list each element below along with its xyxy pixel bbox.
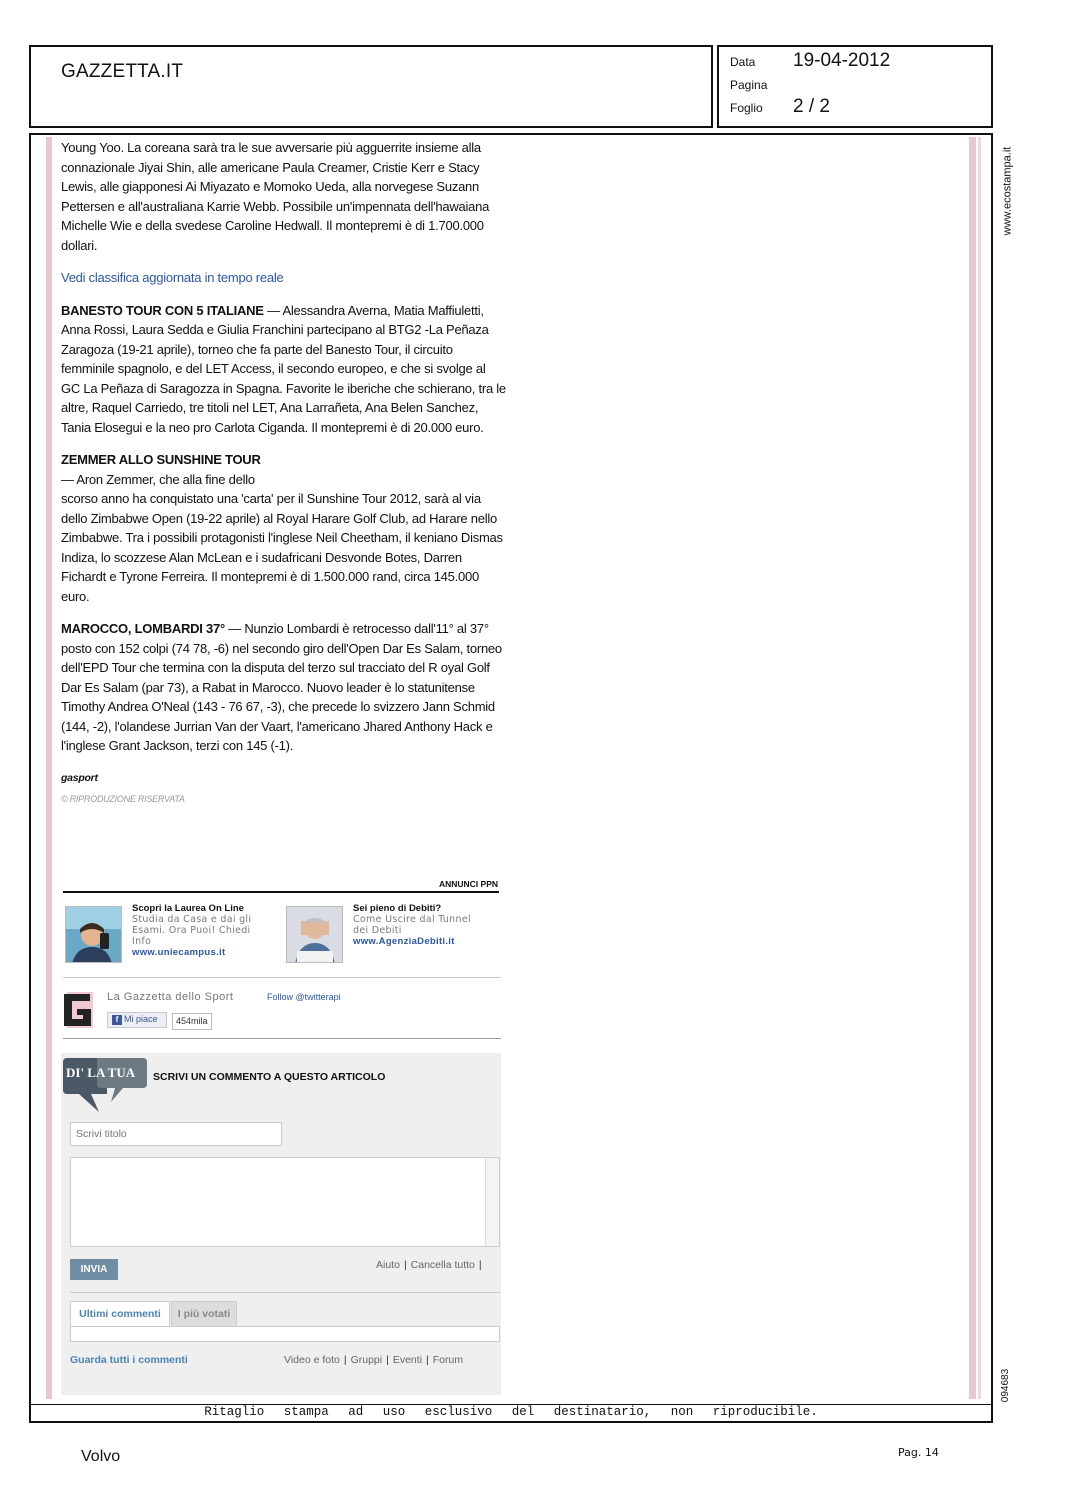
side-url-text: www.ecostampa.it: [1001, 146, 1014, 236]
data-label: Data: [730, 55, 756, 69]
tab-most-voted[interactable]: I più votati: [171, 1301, 237, 1327]
tab-recent-comments[interactable]: Ultimi commenti: [70, 1301, 170, 1327]
ad-1-body: Studia da Casa e dai gli Esami. Ora Puoi! Chiedi Info: [132, 914, 252, 947]
comment-actions: Aiuto | Cancella tutto |: [376, 1259, 482, 1271]
comment-section-title: SCRIVI UN COMMENTO A QUESTO ARTICOLO: [153, 1071, 386, 1083]
ad-1-url[interactable]: www.uniecampus.it: [132, 947, 226, 958]
section-heading: ZEMMER ALLO SUNSHINE TOUR: [61, 452, 261, 467]
section-text: — Alessandra Averna, Matia Maffiuletti, Anna Rossi, Laura Sedda e Giulia Franchini partecipano al BTG2 -La Peñaza Zaragoza (19-21 aprile), torneo che fa parte del Banesto Tour, il circuito femminile spagnolo, e del LET Access, il secondo europeo, e che si svolge al GC La Peñaza di Saragozza in Spagna. Favorite le iberiche che schierano, tra le altre, Raquel Carriedo, tre titoli nel LET, Ana Larrañeta, Ana Belen Sanchez, Tania Elosegui e la neo pro Carlota Ciganda. Il montepremi è di 20.000 euro.: [61, 302, 506, 435]
data-value: 19-04-2012: [793, 50, 891, 71]
facebook-like-button[interactable]: [107, 1012, 167, 1028]
article-body: [61, 138, 506, 810]
article-section-zemmer: [61, 450, 506, 606]
comments-list-area: [70, 1326, 500, 1342]
ad-2-url[interactable]: www.AgenziaDebiti.it: [353, 936, 455, 947]
article-paragraph-1: Young Yoo. La coreana sarà tra le sue avversarie più agguerrite insieme alla connazionale Jiyai Shin, alle americane Paula Creamer, Cristie Kerr e Stacy Lewis, alle giapponesi Ai Miyazato e Momoko Ueda, alla norvegese Suzann Pettersen e all'australiana Karrie Webb. Possibile un'impennata dell'hawaiana Michelle Wie e della svedese Caroline Hedwall. Il montepremi è di 1.700.000 dollari.: [61, 140, 490, 253]
ads-bottom-divider: [63, 977, 501, 978]
person-phone-icon: [66, 907, 122, 963]
footer-page-number: Pag. 14: [898, 1446, 939, 1459]
groups-link[interactable]: Gruppi: [350, 1354, 383, 1366]
ad-1-title[interactable]: Scopri la Laurea On Line: [132, 903, 244, 914]
twitter-follow-link[interactable]: Follow @twitterapi: [267, 992, 341, 1002]
header-publication-box: [29, 45, 713, 128]
stressed-man-icon: [287, 907, 343, 963]
submit-comment-button[interactable]: INVIA: [70, 1259, 118, 1280]
leaderboard-link[interactable]: Vedi classifica aggiornata in tempo reale: [61, 270, 284, 285]
side-code: [1000, 1368, 1017, 1408]
comment-textarea[interactable]: [70, 1157, 500, 1247]
comment-title-input[interactable]: [70, 1122, 282, 1146]
gazzetta-logo-icon[interactable]: [61, 990, 99, 1030]
section-links: Video e foto | Gruppi | Eventi | Forum: [284, 1354, 464, 1366]
ad-2-text[interactable]: [353, 903, 488, 947]
speech-bubbles-icon: [61, 1056, 149, 1114]
footer-client: Volvo: [81, 1448, 121, 1465]
side-url: [1003, 145, 1017, 250]
pagina-label: Pagina: [730, 78, 768, 92]
see-all-comments-link[interactable]: Guarda tutti i commenti: [70, 1354, 188, 1366]
section-text: — Nunzio Lombardi è retrocesso dall'11° al 37° posto con 152 colpi (74 78, -6) nel secondo giro dell'Open Dar Es Salam, torneo dell'EPD Tour che termina con la disputa del terzo sul tracciato del R oyal Golf Dar Es Salam (par 73), a Rabat in Marocco. Nuovo leader è lo statunitense Timothy Andrea O'Neal (143 - 76 67, -3), che precede lo svizzero Jann Schmid (144, -2), l'olandese Jurrian Van der Vaart, l'americano Jhared Anthony Hack e l'inglese Grant Jackson, terzi con 145 (-1).: [61, 621, 502, 753]
textarea-scrollbar[interactable]: [485, 1158, 499, 1246]
ads-divider: [63, 891, 499, 893]
video-photo-link[interactable]: Video e foto: [284, 1354, 340, 1366]
section-text: scorso anno ha conquistato una 'carta' per il Sunshine Tour 2012, sarà al via dello Zimbabwe Open (19-22 aprile) al Royal Harare Golf Club, ad Harare nello Zimbabwe. Tra i possibili protagonisti l'inglese Neil Cheetham, il keniano Dismas Indiza, lo scozzese Alan McLean e i sudafricani Desvonde Botes, Darren Fichardt e Tyrone Ferreira. Il montepremi è di 1.500.000 rand, circa 145.000 euro.: [61, 491, 503, 604]
foglio-value: 2 / 2: [793, 96, 830, 117]
article-section-banesto: [61, 301, 506, 438]
side-code-text: 094683: [1000, 1368, 1012, 1403]
foglio-label: Foglio: [730, 101, 763, 115]
section-heading: BANESTO TOUR CON 5 ITALIANE: [61, 302, 264, 318]
clipping-note: Ritaglio stampa ad uso esclusivo del destinatario, non riproducibile.: [204, 1405, 818, 1419]
gazzetta-g-icon: [61, 990, 99, 1030]
like-label: Mi piace: [124, 1014, 158, 1024]
page-edge-left: [46, 137, 52, 1399]
ad-1-image[interactable]: [65, 906, 122, 963]
article-signature: gasport: [61, 771, 98, 784]
section-lead: — Aron Zemmer, che alla fine dello: [61, 471, 255, 487]
ad-1-text[interactable]: [132, 903, 267, 958]
events-link[interactable]: Eventi: [392, 1354, 423, 1366]
ad-2-image[interactable]: [286, 906, 343, 963]
facebook-page-name[interactable]: La Gazzetta dello Sport: [107, 991, 234, 1003]
clear-all-link[interactable]: Cancella tutto: [410, 1259, 475, 1271]
page-edge-right-inner: [978, 137, 981, 1399]
header-meta-box: [717, 45, 993, 128]
forum-link[interactable]: Forum: [432, 1354, 464, 1366]
comments-tabs-divider: [70, 1292, 500, 1293]
ad-2-title[interactable]: Sei pieno di Debiti?: [353, 903, 442, 914]
publication-name: GAZZETTA.IT: [61, 61, 184, 82]
ads-label: ANNUNCI PPN: [438, 879, 498, 889]
like-count: 454mila: [172, 1013, 212, 1030]
comment-badge-text: DI' LA TUA: [66, 1065, 136, 1080]
page-edge-right: [969, 137, 976, 1399]
rights-notice: © RIPRODUZIONE RISERVATA: [61, 794, 185, 804]
section-heading: MAROCCO, LOMBARDI 37°: [61, 621, 225, 636]
article-section-marocco: [61, 619, 506, 756]
social-divider: [63, 1038, 501, 1039]
help-link[interactable]: Aiuto: [376, 1259, 400, 1271]
facebook-icon: f: [112, 1015, 122, 1025]
ad-2-body: Come Uscire dal Tunnel dei Debiti: [353, 914, 471, 936]
